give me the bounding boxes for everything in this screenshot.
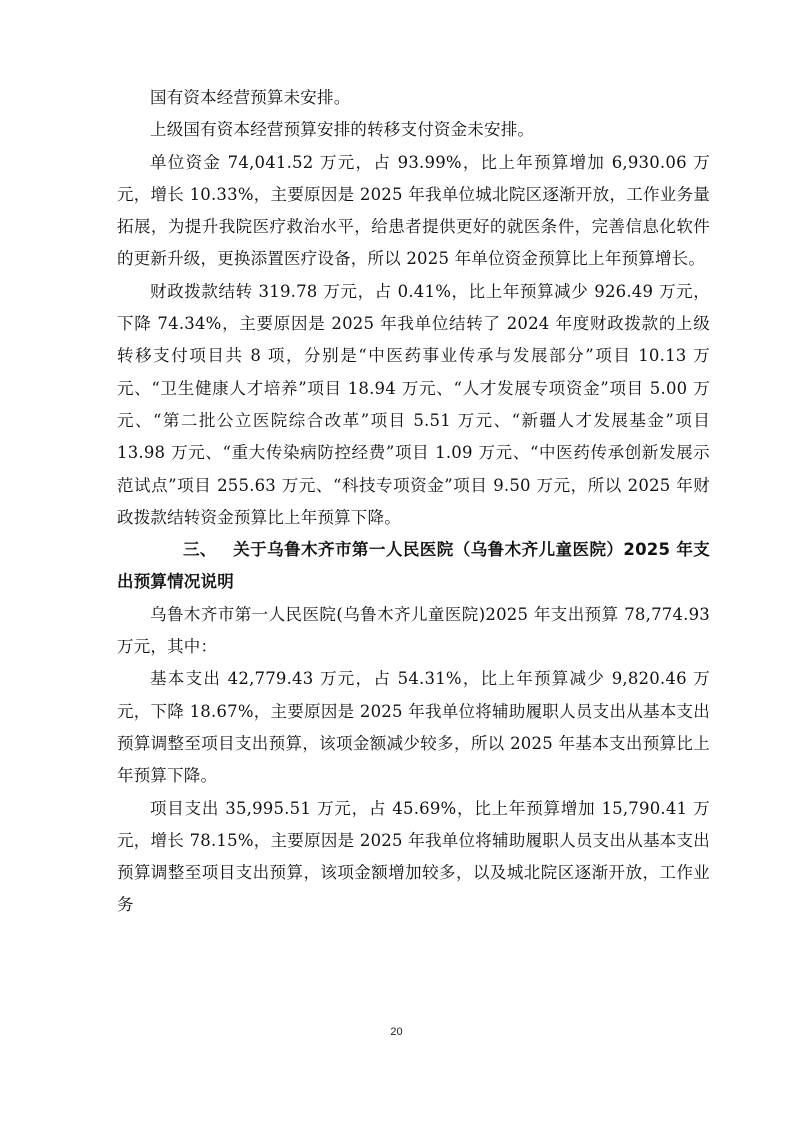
section-heading-number: 三、 <box>183 540 217 560</box>
paragraph-unit-funds: 单位资金 74,041.52 万元，占 93.99%，比上年预算增加 6,930.06 万元，增长 10.33%，主要原因是 2025 年我单位城北院区逐渐开放，工作业务量拓展，为提升我院医疗救治水平，给患者提供更好的就医条件，完善信息化软件的更新升级，更换添置医疗设备，所以 2025 年单位资金预算比上年预算增长。 <box>117 152 710 269</box>
section-heading-text: 关于乌鲁木齐市第一人民医院（乌鲁木齐儿童医院）2025 年支出预算情况说明 <box>117 540 710 592</box>
paragraph-transfer-payment: 上级国有资本经营预算安排的转移支付资金未安排。 <box>150 120 535 140</box>
paragraph-project-expenditure: 项目支出 35,995.51 万元，占 45.69%，比上年预算增加 15,790.41 万元，增长 78.15%，主要原因是 2025 年我单位将辅助履职人员支出从基本支出预算调整至项目支出预算，该项金额增加较多，以及城北院区逐渐开放，工作业务 <box>117 798 710 915</box>
section-heading <box>117 534 710 599</box>
paragraph-expenditure-total: 乌鲁木齐市第一人民医院(乌鲁木齐儿童医院)2025 年支出预算 78,774.93 万元，其中： <box>117 604 710 657</box>
paragraph-basic-expenditure: 基本支出 42,779.43 万元，占 54.31%，比上年预算减少 9,820.46 万元，下降 18.67%，主要原因是 2025 年我单位将辅助履职人员支出从基本支出预算调整至项目支出预算，该项金额减少较多，所以 2025 年基本支出预算比上年预算下降。 <box>117 669 710 786</box>
paragraph-state-capital: 国有资本经营预算未安排。 <box>150 88 351 107</box>
paragraph-fiscal-carryover: 财政拨款结转 319.78 万元，占 0.41%，比上年预算减少 926.49 万元，下降 74.34%，主要原因是 2025 年我单位结转了 2024 年度财政拨款的上级转移支付项目共 8 项，分别是“中医药事业传承与发展部分”项目 10.13 万元、“卫生健康人才培养”项目 18.94 万元、“人才发展专项资金”项目 5.00 万元、“第二批公立医院综合改革”项目 5.51 万元、“新疆人才发展基金”项目 13.98 万元、“重大传染病防控经费”项目 1.09 万元、“中医药传承创新发展示范试点”项目 255.63 万元、“科技专项资金”项目 9.50 万元，所以 2025 年财政拨款结转资金预算比上年预算下降。 <box>117 281 710 527</box>
page-number: 20 <box>390 1026 403 1038</box>
page-body <box>117 82 710 922</box>
